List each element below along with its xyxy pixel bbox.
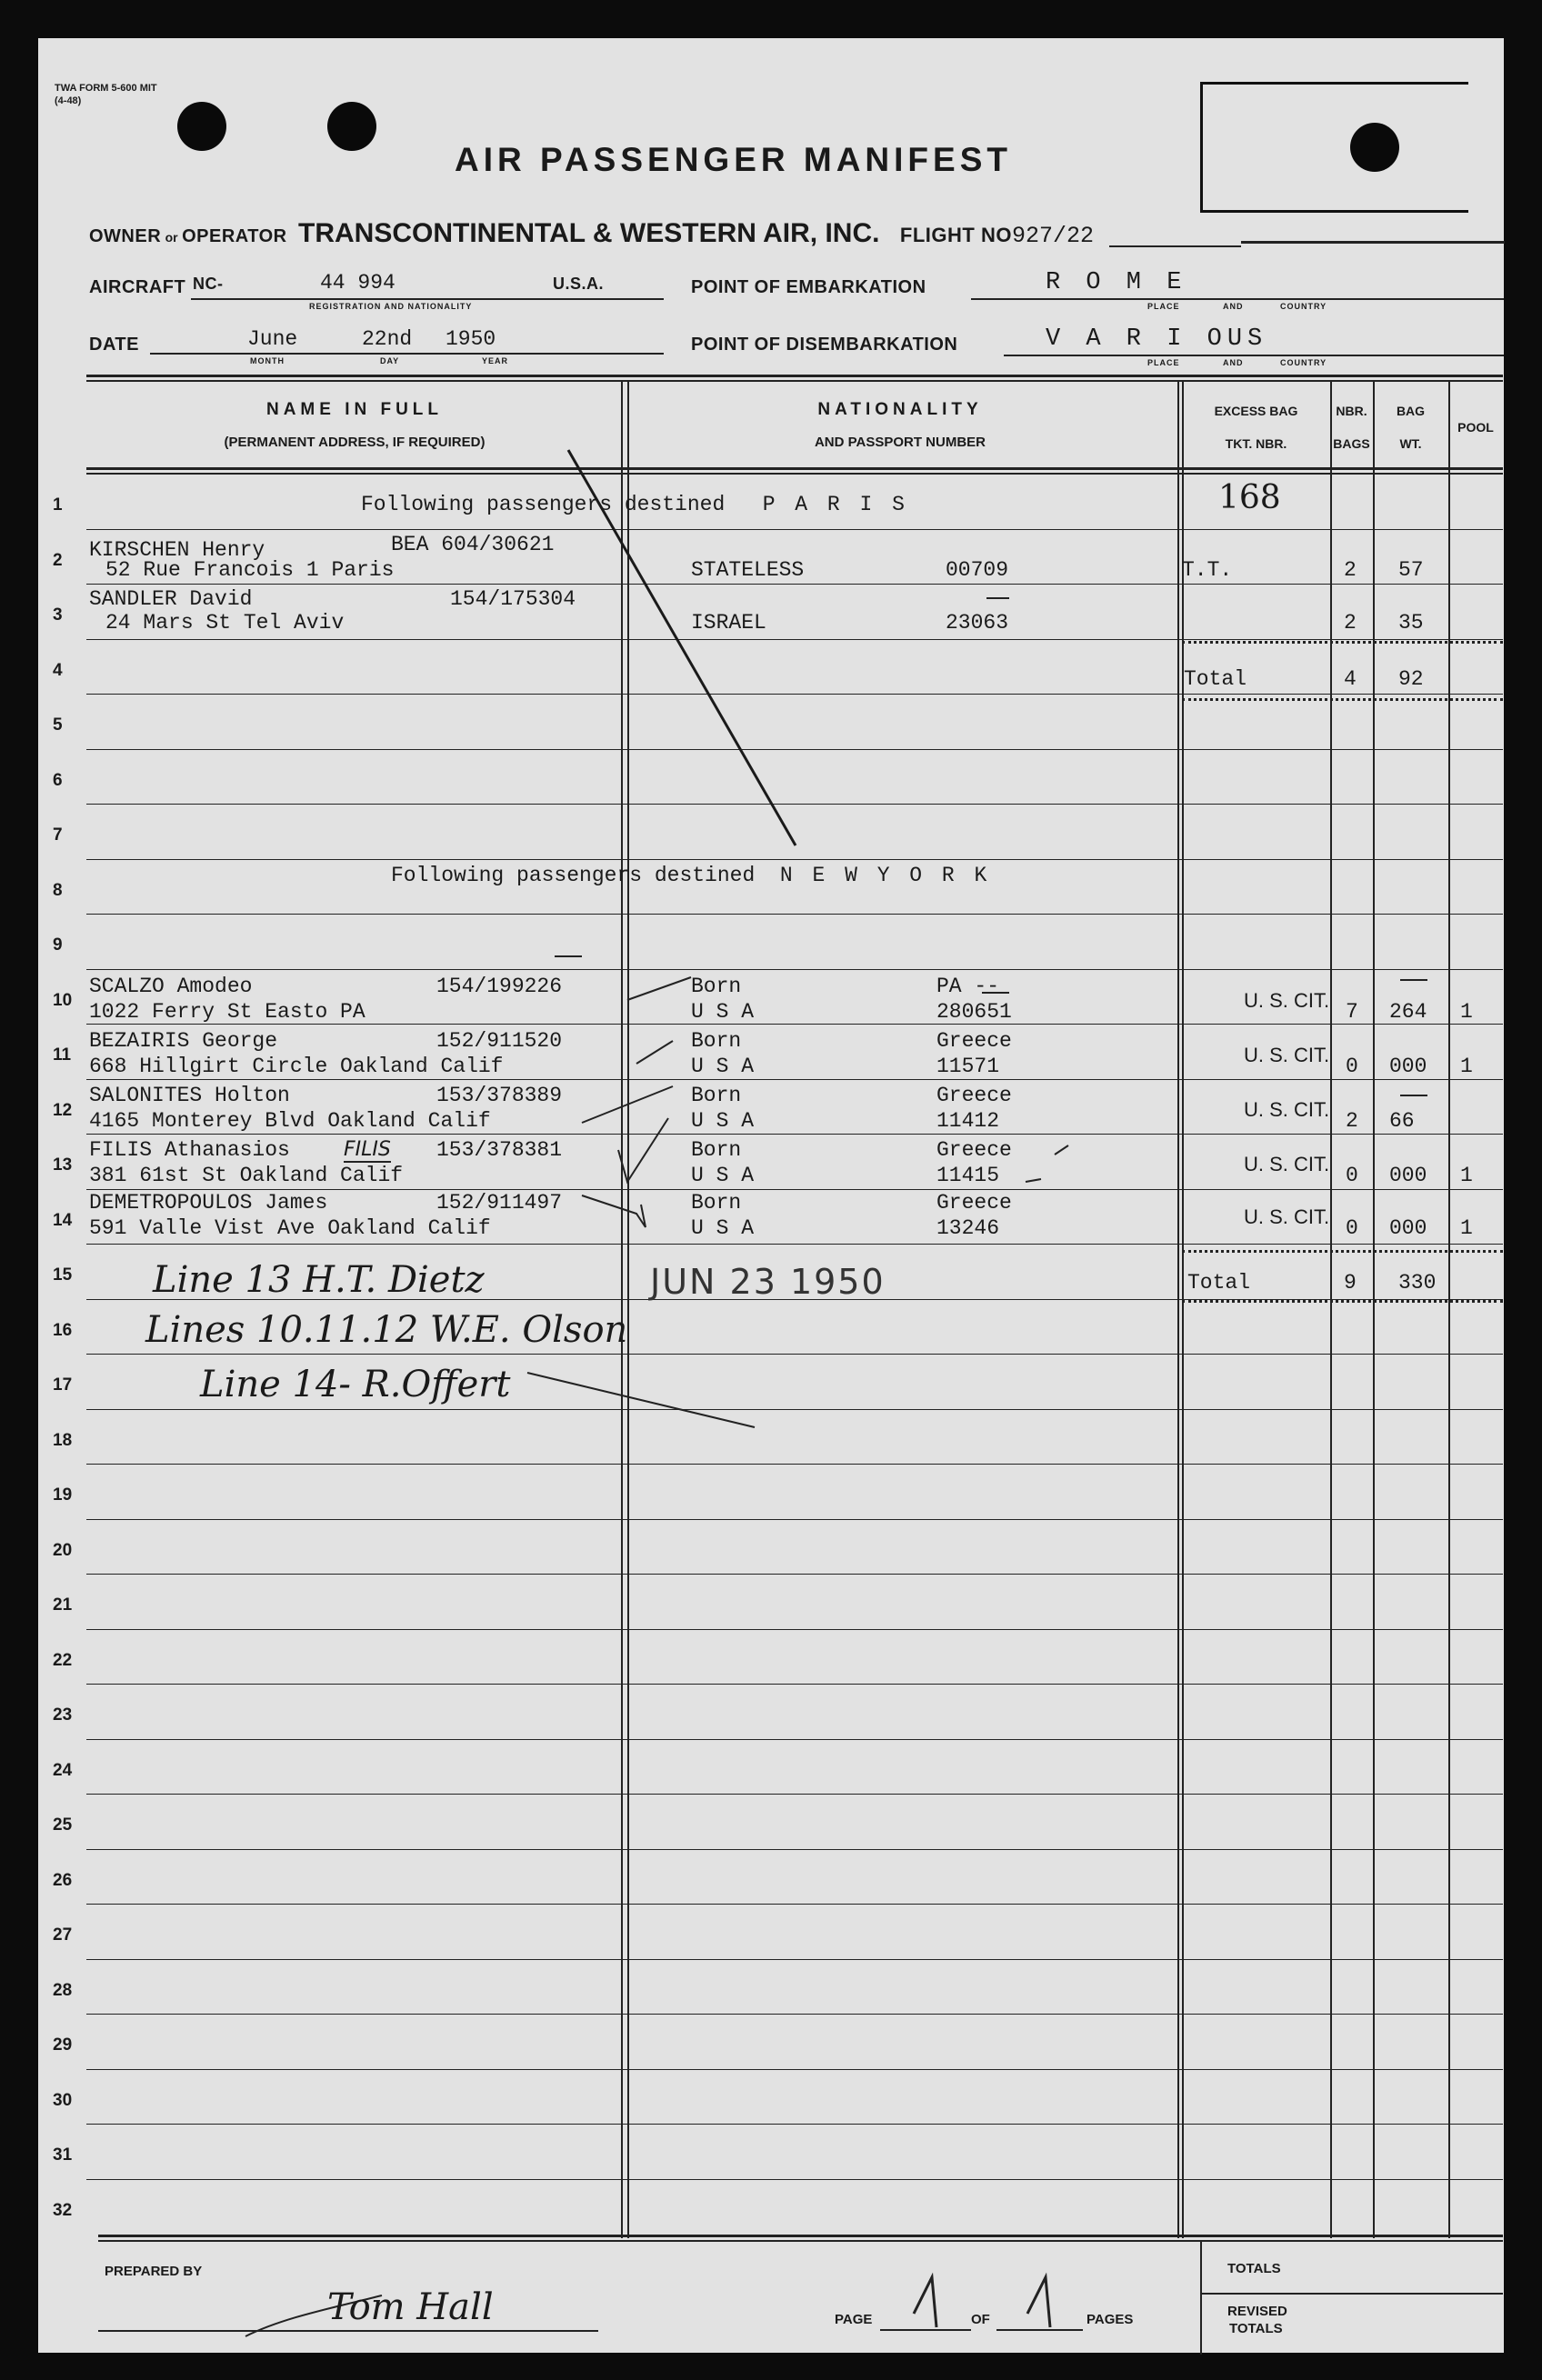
page-title: AIR PASSENGER MANIFEST xyxy=(455,141,1012,178)
passenger-ticket: 152/911520 xyxy=(436,1029,563,1053)
passenger-name: FILIS Athanasios xyxy=(89,1138,290,1162)
handwritten-note-2: Lines 10.11.12 W.E. Olson xyxy=(145,1309,628,1351)
row-number: 16 xyxy=(53,1321,73,1340)
check-mark-icon xyxy=(582,1086,673,1123)
col-header-name: NAME IN FULL xyxy=(265,400,444,419)
row-number: 19 xyxy=(53,1485,73,1505)
pages-underline xyxy=(996,2329,1083,2331)
year-caption: YEAR xyxy=(482,356,509,365)
passenger-nationality-line2: U S A xyxy=(691,1055,755,1078)
col-header-bag: BAG xyxy=(1396,404,1426,418)
section2-total-label: Total xyxy=(1187,1271,1251,1295)
tick-mark xyxy=(1026,1179,1041,1182)
passenger-tkt: T.T. xyxy=(1182,558,1233,582)
passenger-bags: 2 xyxy=(1344,611,1357,635)
row-number: 5 xyxy=(53,715,63,735)
date-month: June xyxy=(247,327,298,351)
aircraft-number: 44 994 xyxy=(320,271,396,295)
totals-label: TOTALS xyxy=(1227,2261,1281,2276)
row-number: 10 xyxy=(53,991,73,1010)
pages-number xyxy=(1035,2298,1052,2330)
handwritten-note-3: Line 14- R.Offert xyxy=(200,1364,511,1405)
row-number: 9 xyxy=(53,935,63,955)
passenger-tkt: U. S. CIT. xyxy=(1244,989,1330,1012)
passenger-passport-line1: PA -- xyxy=(936,975,1000,998)
passenger-name: DEMETROPOULOS James xyxy=(89,1191,328,1215)
col-header-name-sub: (PERMANENT ADDRESS, IF REQUIRED) xyxy=(224,435,486,450)
col-header-tkt-nbr: TKT. NBR. xyxy=(1225,436,1287,451)
preparer-signature: Tom Hall xyxy=(327,2286,494,2328)
row-number: 12 xyxy=(53,1101,73,1120)
row-number: 22 xyxy=(53,1651,73,1670)
row-number: 13 xyxy=(53,1155,73,1175)
place-caption-2: PLACE xyxy=(1147,358,1180,367)
col-header-pool: POOL xyxy=(1457,420,1494,435)
row-number: 8 xyxy=(53,881,63,900)
passenger-name: SALONITES Holton xyxy=(89,1084,290,1107)
disembarkation-value: V A R I OUS xyxy=(1046,325,1268,353)
of-label: OF xyxy=(971,2312,990,2327)
tick-mark xyxy=(1055,1145,1068,1155)
row-number: 15 xyxy=(53,1265,73,1285)
passenger-bags: 0 xyxy=(1346,1055,1358,1078)
passenger-passport-line2: 280651 xyxy=(936,1000,1012,1024)
passenger-tkt: U. S. CIT. xyxy=(1244,1098,1330,1121)
owner-or-label: or xyxy=(165,230,178,245)
col-header-wt: WT. xyxy=(1399,436,1422,451)
row-number: 3 xyxy=(53,605,63,625)
row-number: 2 xyxy=(53,551,63,570)
passenger-ticket: 154/175304 xyxy=(450,587,576,611)
passenger-nationality-line2: U S A xyxy=(691,1109,755,1133)
section1-total-bags: 4 xyxy=(1344,667,1357,691)
passenger-passport-line2: 11571 xyxy=(936,1055,1000,1078)
handwritten-note-1: Line 13 H.T. Dietz xyxy=(153,1259,485,1301)
registration-caption: REGISTRATION AND NATIONALITY xyxy=(309,302,473,311)
passenger-ticket: 153/378381 xyxy=(436,1138,563,1162)
row-number: 25 xyxy=(53,1815,73,1835)
passenger-passport-line2: 11415 xyxy=(936,1164,1000,1187)
passenger-passport-line1: Greece xyxy=(936,1084,1012,1107)
prepared-by-underline xyxy=(98,2330,598,2332)
operator-name: TRANSCONTINENTAL & WESTERN AIR, INC. xyxy=(298,218,880,248)
flight-label: FLIGHT NO xyxy=(899,224,1012,246)
section2-total-bags: 9 xyxy=(1344,1271,1357,1295)
col-header-nationality: NATIONALITY xyxy=(817,400,983,419)
aircraft-label: AIRCRAFT xyxy=(89,277,186,297)
row-number: 32 xyxy=(53,2201,73,2220)
passenger-nationality-line1: Born xyxy=(691,1029,742,1053)
section1-excess-tkt: 168 xyxy=(1218,479,1281,516)
page-number xyxy=(920,2298,937,2330)
passenger-pool: 1 xyxy=(1460,1055,1473,1078)
signature-tail xyxy=(527,1373,755,1427)
check-mark-icon xyxy=(618,1118,668,1182)
country-caption: COUNTRY xyxy=(1280,302,1327,311)
disembarkation-label: POINT OF DISEMBARKATION xyxy=(691,335,958,355)
row-number: 1 xyxy=(53,495,63,515)
col-header-bags: BAGS xyxy=(1333,436,1370,451)
day-caption: DAY xyxy=(380,356,400,365)
section1-total-weight: 92 xyxy=(1398,667,1424,691)
passenger-weight: 000 xyxy=(1389,1055,1427,1078)
col-header-excess-bag: EXCESS BAG xyxy=(1214,404,1298,418)
passenger-bags: 7 xyxy=(1346,1000,1358,1024)
passenger-passport: 23063 xyxy=(946,611,1009,635)
passenger-tkt: U. S. CIT. xyxy=(1244,1044,1330,1066)
date-stamp: JUN 23 1950 xyxy=(650,1262,886,1302)
totals-box-divider xyxy=(1200,2293,1503,2295)
passenger-nationality: STATELESS xyxy=(691,558,805,582)
row-number: 23 xyxy=(53,1705,73,1725)
passenger-address: 24 Mars St Tel Aviv xyxy=(105,611,345,635)
section1-heading: Following passengers destined P A R I S xyxy=(361,493,908,516)
passenger-address: 4165 Monterey Blvd Oakland Calif xyxy=(89,1109,491,1133)
prepared-by-label: PREPARED BY xyxy=(105,2264,203,2279)
passenger-pool: 1 xyxy=(1460,1216,1473,1240)
section2-heading: Following passengers destined N E W Y O R K xyxy=(391,864,991,887)
passenger-nationality-line2: U S A xyxy=(691,1216,755,1240)
row-number: 6 xyxy=(53,771,63,790)
row-number: 14 xyxy=(53,1211,73,1230)
date-label: DATE xyxy=(89,335,139,355)
flight-number: 927/22 xyxy=(1011,223,1094,249)
aircraft-prefix: NC- xyxy=(193,275,224,293)
col-header-nbr: NBR. xyxy=(1336,404,1367,418)
and-caption: AND xyxy=(1223,302,1244,311)
passenger-passport-line1: Greece xyxy=(936,1138,1012,1162)
strike-through-line xyxy=(568,450,796,845)
aircraft-country: U.S.A. xyxy=(553,275,605,293)
passenger-ticket: 152/911497 xyxy=(436,1191,563,1215)
passenger-weight: 57 xyxy=(1398,558,1424,582)
passenger-nationality-line1: Born xyxy=(691,975,742,998)
passenger-weight: 264 xyxy=(1389,1000,1427,1024)
passenger-weight: 000 xyxy=(1389,1164,1427,1187)
passenger-weight: 000 xyxy=(1389,1216,1427,1240)
passenger-nationality-line1: Born xyxy=(691,1084,742,1107)
revised-label: REVISED xyxy=(1227,2304,1287,2319)
passenger-tkt: U. S. CIT. xyxy=(1244,1205,1330,1228)
passenger-address: 381 61st St Oakland Calif xyxy=(89,1164,404,1187)
row-number: 26 xyxy=(53,1871,73,1890)
col-header-nationality-sub: AND PASSPORT NUMBER xyxy=(814,435,986,450)
date-year: 1950 xyxy=(446,327,496,351)
row-number: 20 xyxy=(53,1541,73,1560)
operator-label: OPERATOR xyxy=(182,226,287,246)
passenger-passport-line1: Greece xyxy=(936,1191,1012,1215)
page-underline xyxy=(880,2329,971,2331)
row-number: 28 xyxy=(53,1981,73,2000)
embarkation-value: R O M E xyxy=(1046,269,1187,296)
embarkation-label: POINT OF EMBARKATION xyxy=(691,277,926,297)
passenger-ticket: BEA 604/30621 xyxy=(391,533,555,556)
passenger-passport: 00709 xyxy=(946,558,1009,582)
date-day: 22nd xyxy=(362,327,413,351)
place-caption: PLACE xyxy=(1147,302,1180,311)
row-number: 29 xyxy=(53,2035,73,2055)
passenger-pool: 1 xyxy=(1460,1164,1473,1187)
passenger-nationality-line2: U S A xyxy=(691,1000,755,1024)
passenger-passport-line1: Greece xyxy=(936,1029,1012,1053)
row-number: 30 xyxy=(53,2091,73,2110)
passenger-name: BEZAIRIS George xyxy=(89,1029,278,1053)
passenger-nationality-line2: U S A xyxy=(691,1164,755,1187)
row-number: 17 xyxy=(53,1375,73,1395)
row-number: 31 xyxy=(53,2145,73,2165)
passenger-tkt: U. S. CIT. xyxy=(1244,1153,1330,1175)
passenger-name: SANDLER David xyxy=(89,587,253,611)
filis-annotation: FILIS xyxy=(344,1138,391,1161)
passenger-passport-line2: 13246 xyxy=(936,1216,1000,1240)
section2-total-weight: 330 xyxy=(1398,1271,1437,1295)
row-number: 21 xyxy=(53,1595,73,1615)
check-mark-icon xyxy=(636,1041,673,1064)
passenger-address: 668 Hillgirt Circle Oakland Calif xyxy=(89,1055,504,1078)
pages-label: PAGES xyxy=(1086,2312,1134,2327)
form-code-line1: TWA FORM 5-600 MIT xyxy=(55,83,157,94)
passenger-passport-line2: 11412 xyxy=(936,1109,1000,1133)
totals-box-left xyxy=(1200,2241,1202,2355)
passenger-bags: 2 xyxy=(1346,1109,1358,1133)
passenger-bags: 0 xyxy=(1346,1164,1358,1187)
passenger-ticket: 154/199226 xyxy=(436,975,563,998)
check-mark-icon xyxy=(582,1195,646,1227)
passenger-nationality: ISRAEL xyxy=(691,611,766,635)
passenger-ticket: 153/378389 xyxy=(436,1084,563,1107)
passenger-nationality-line1: Born xyxy=(691,1138,742,1162)
row-number: 18 xyxy=(53,1431,73,1450)
passenger-address: 591 Valle Vist Ave Oakland Calif xyxy=(89,1216,491,1240)
passenger-nationality-line1: Born xyxy=(691,1191,742,1215)
passenger-name: SCALZO Amodeo xyxy=(89,975,253,998)
passenger-weight: 35 xyxy=(1398,611,1424,635)
passenger-bags: 0 xyxy=(1346,1216,1358,1240)
revised-totals-label: TOTALS xyxy=(1229,2321,1283,2336)
row-number: 27 xyxy=(53,1925,73,1945)
country-caption-2: COUNTRY xyxy=(1280,358,1327,367)
check-mark-icon xyxy=(627,977,691,1000)
and-caption-2: AND xyxy=(1223,358,1244,367)
row-number: 4 xyxy=(53,661,63,680)
page-label: PAGE xyxy=(835,2312,873,2327)
passenger-pool: 1 xyxy=(1460,1000,1473,1024)
row-number: 11 xyxy=(53,1045,72,1065)
month-caption: MONTH xyxy=(250,356,285,365)
passenger-weight: 66 xyxy=(1389,1109,1415,1133)
passenger-bags: 2 xyxy=(1344,558,1357,582)
row-number: 7 xyxy=(53,825,63,845)
form-code-line2: (4-48) xyxy=(55,95,82,106)
passenger-address: 52 Rue Francois 1 Paris xyxy=(105,558,395,582)
passenger-address: 1022 Ferry St Easto PA xyxy=(89,1000,365,1024)
owner-label: OWNER xyxy=(89,226,162,246)
section1-total-label: Total xyxy=(1184,667,1247,691)
passenger-name: KIRSCHEN Henry xyxy=(89,538,265,562)
row-number: 24 xyxy=(53,1761,73,1780)
